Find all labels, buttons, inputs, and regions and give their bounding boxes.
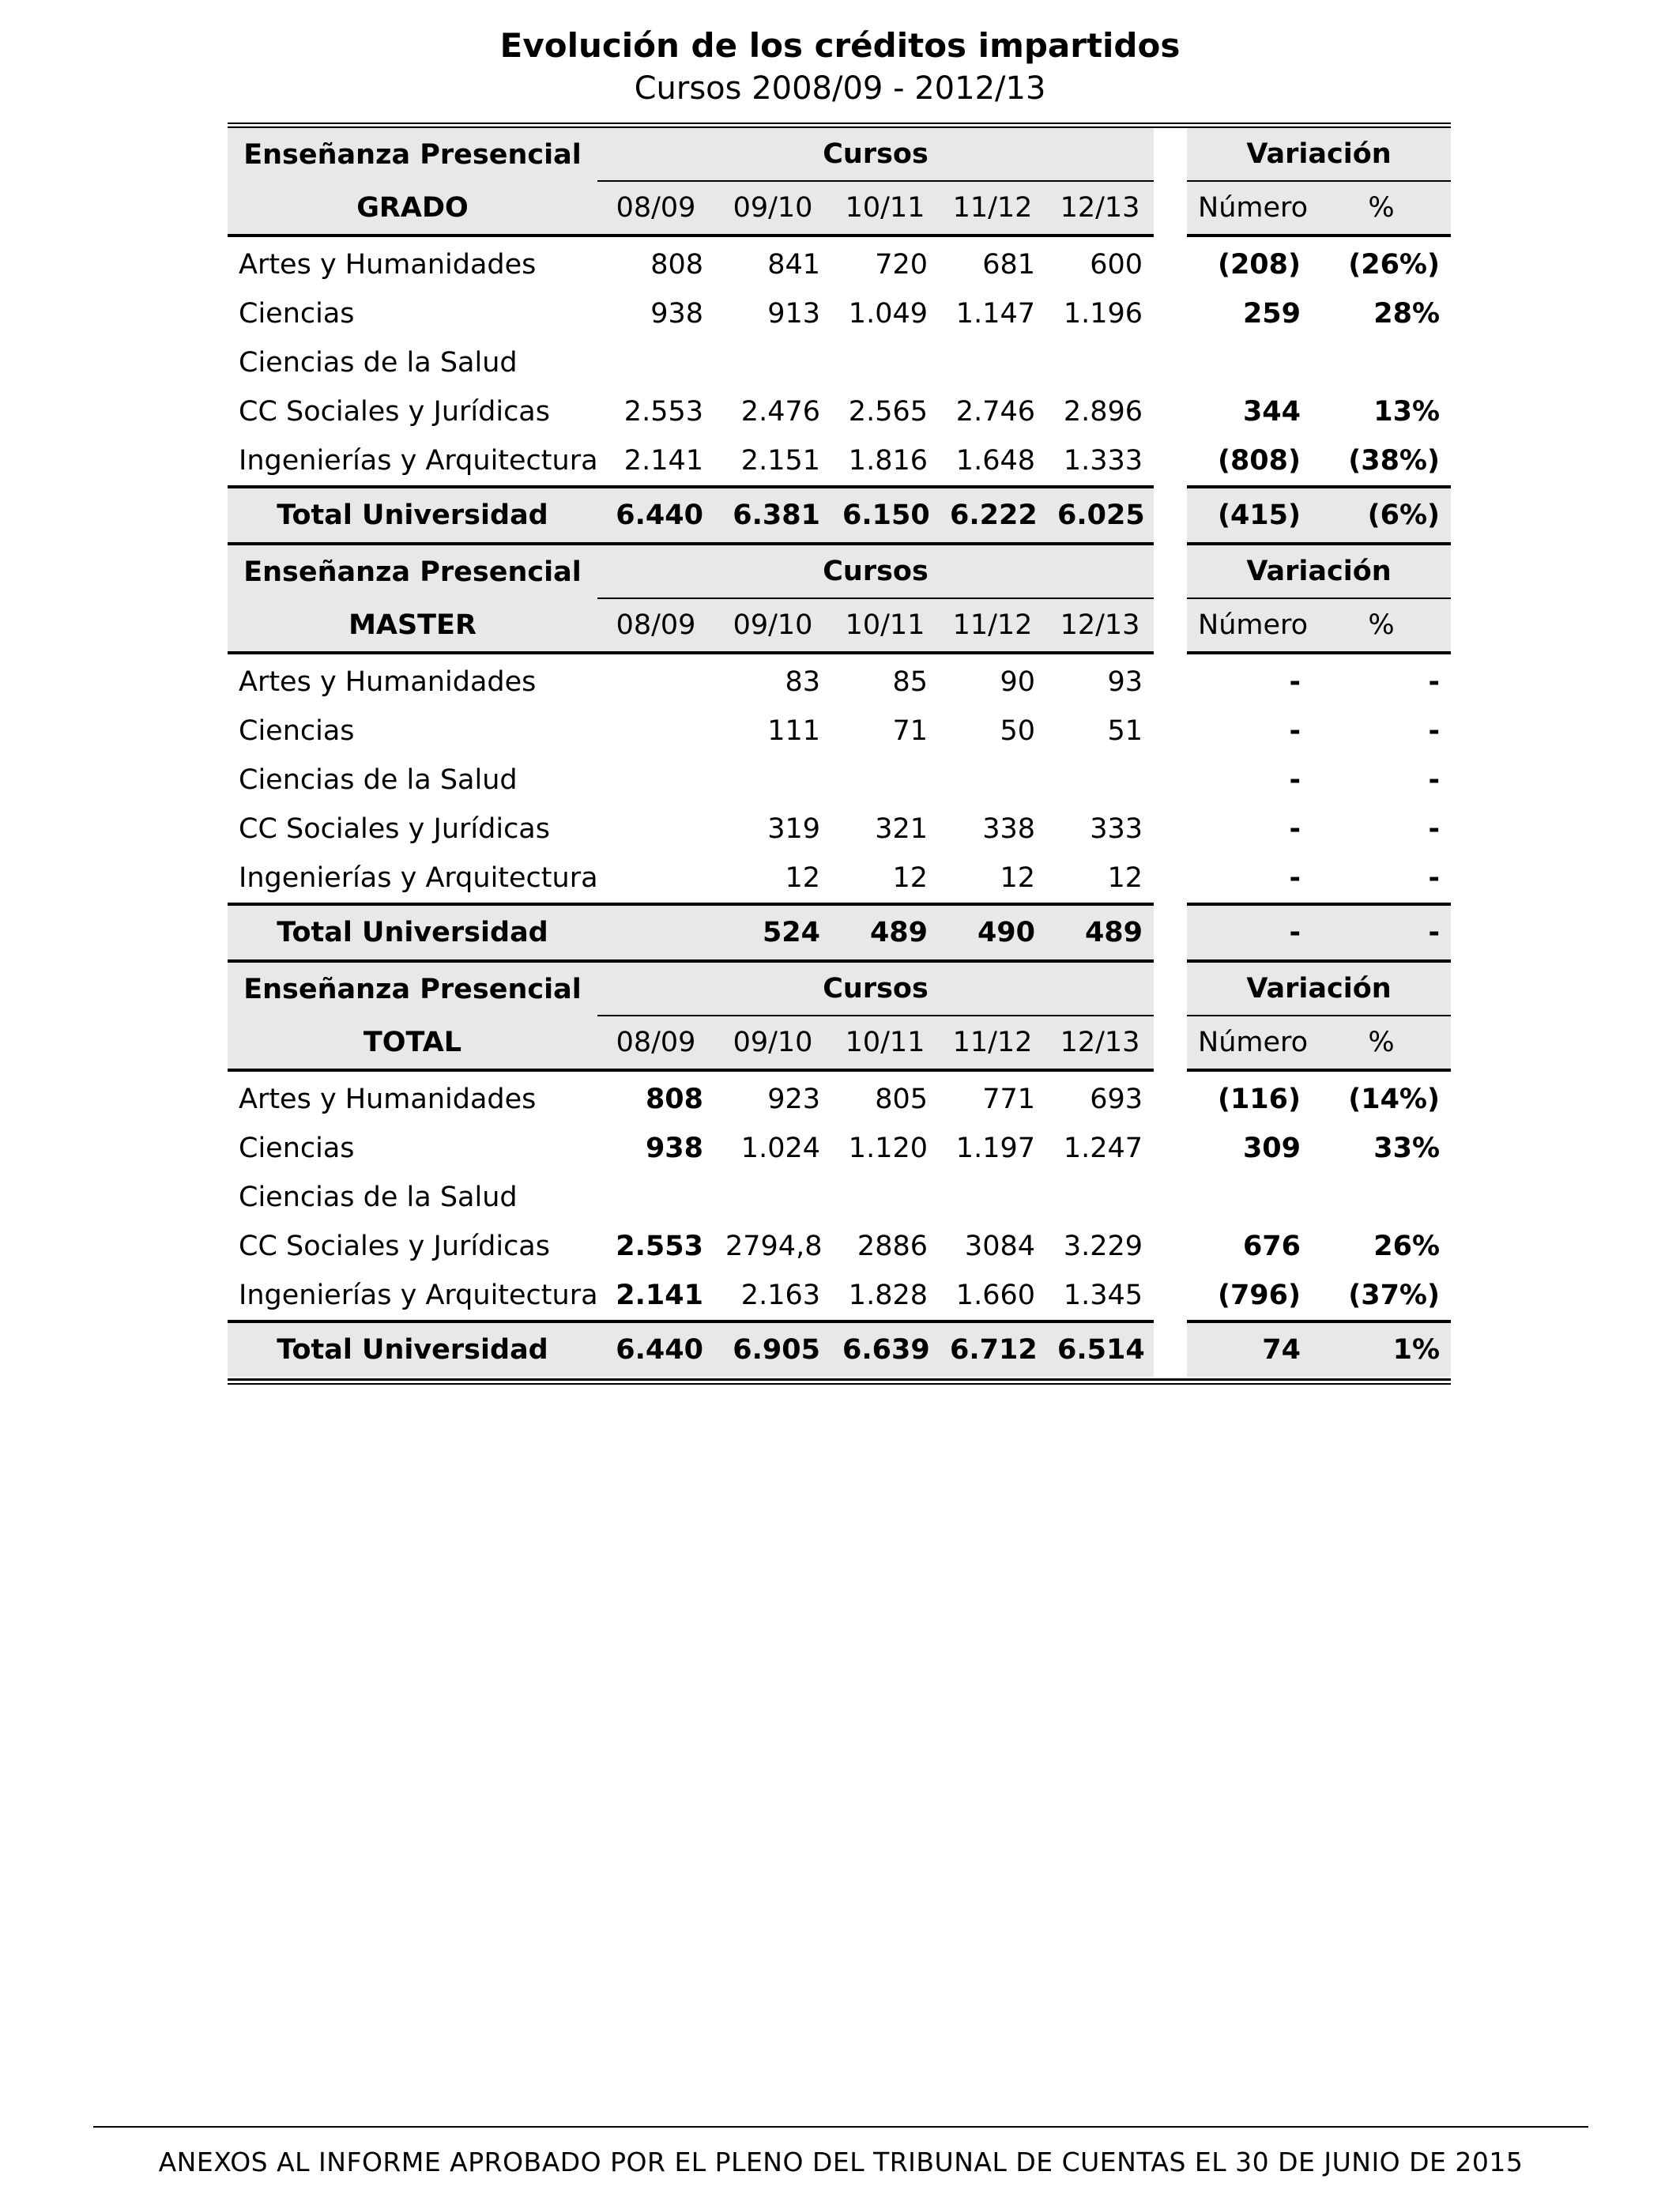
- variation-number: [1187, 1173, 1312, 1222]
- cell-value: [597, 707, 714, 756]
- year-header: 11/12: [939, 598, 1046, 653]
- pct-header: %: [1312, 1016, 1451, 1070]
- variation-percent: [1312, 338, 1451, 387]
- cell-value: [597, 756, 714, 805]
- cell-value: [597, 1173, 714, 1222]
- cell-value: 12: [785, 862, 820, 894]
- column-gap: [1154, 436, 1187, 487]
- cell-value: [597, 805, 714, 854]
- cell-value: [831, 756, 939, 805]
- cell-value: 2.141: [623, 445, 703, 477]
- total-value: 6.639: [831, 1321, 939, 1377]
- variation-percent: 33%: [1373, 1133, 1441, 1164]
- row-label: Ciencias: [239, 1133, 355, 1164]
- total-variation-percent: 1%: [1312, 1321, 1451, 1377]
- year-header: 08/09: [597, 181, 714, 236]
- table-body: [228, 128, 1451, 1377]
- footer-text: ANEXOS AL INFORME APROBADO POR EL PLENO DEL TRIBUNAL DE CUENTAS EL 30 DE JUNIO DE 2015: [158, 2147, 1524, 2177]
- year-header: 10/11: [831, 598, 939, 653]
- column-gap: [1154, 756, 1187, 805]
- cell-value: 808: [645, 1084, 703, 1115]
- cell-value: 923: [767, 1084, 820, 1115]
- variation-number: -: [1289, 715, 1301, 747]
- year-header: 12/13: [1046, 181, 1154, 236]
- title-block: [0, 24, 1680, 109]
- cell-value: 3084: [964, 1231, 1035, 1262]
- section-name: TOTAL: [228, 1016, 597, 1070]
- cell-value: 333: [1090, 813, 1143, 845]
- total-value: [597, 904, 714, 961]
- cell-value: 2886: [857, 1231, 928, 1262]
- cell-value: 2.141: [616, 1280, 703, 1311]
- total-value: 6.440: [597, 487, 714, 544]
- cell-value: 2.151: [740, 445, 820, 477]
- total-value: 490: [939, 904, 1046, 961]
- column-gap: [1154, 289, 1187, 338]
- cell-value: 2794,8: [725, 1231, 823, 1262]
- total-value: 6.514: [1046, 1321, 1154, 1377]
- variation-number: -: [1289, 666, 1301, 698]
- column-gap: [1154, 1070, 1187, 1124]
- cell-value: 841: [767, 249, 820, 281]
- column-gap: [1154, 387, 1187, 436]
- variacion-header: Variación: [1187, 961, 1451, 1016]
- cell-value: 1.049: [848, 298, 928, 330]
- column-gap: [1154, 544, 1187, 598]
- cell-value: 600: [1090, 249, 1143, 281]
- variation-number: [1187, 338, 1312, 387]
- group-header: Enseñanza Presencial: [228, 544, 597, 598]
- cell-value: 12: [892, 862, 928, 894]
- row-label: CC Sociales y Jurídicas: [239, 813, 550, 845]
- cell-value: [1046, 338, 1154, 387]
- row-label: Artes y Humanidades: [239, 249, 537, 281]
- row-label: Ingenierías y Arquitectura: [239, 1280, 598, 1311]
- column-gap: [1154, 1271, 1187, 1321]
- total-value: 489: [831, 904, 939, 961]
- group-header: Enseñanza Presencial: [228, 128, 597, 181]
- table-bottom-rule: [228, 1378, 1451, 1381]
- cell-value: 50: [1000, 715, 1035, 747]
- cell-value: 2.896: [1063, 396, 1143, 428]
- column-gap: [1154, 854, 1187, 904]
- column-gap: [1154, 338, 1187, 387]
- cell-value: 338: [982, 813, 1035, 845]
- variation-percent: (38%): [1348, 445, 1441, 477]
- numero-header: Número: [1187, 1016, 1312, 1070]
- table-row: [228, 338, 1451, 387]
- cell-value: [597, 854, 714, 904]
- column-gap: [1154, 1321, 1187, 1377]
- cell-value: 85: [892, 666, 928, 698]
- cell-value: [1046, 756, 1154, 805]
- column-gap: [1154, 128, 1187, 181]
- cell-value: [597, 338, 714, 387]
- group-header: Enseñanza Presencial: [228, 961, 597, 1016]
- cell-value: 1.120: [848, 1133, 928, 1164]
- cell-value: 1.828: [848, 1280, 928, 1311]
- variation-percent: -: [1428, 666, 1441, 698]
- column-gap: [1154, 961, 1187, 1016]
- section-subheader-row: [228, 598, 1451, 653]
- table-row: [228, 1271, 1451, 1321]
- variation-number: (116): [1217, 1084, 1301, 1115]
- column-gap: [1154, 1173, 1187, 1222]
- column-gap: [1154, 181, 1187, 236]
- cell-value: [939, 338, 1046, 387]
- cell-value: 51: [1107, 715, 1143, 747]
- total-row: [228, 904, 1451, 961]
- total-value: 6.440: [597, 1321, 714, 1377]
- table-row: [228, 289, 1451, 338]
- cell-value: 1.660: [955, 1280, 1035, 1311]
- table-row: [228, 1222, 1451, 1271]
- variation-number: -: [1289, 862, 1301, 894]
- cell-value: 1.333: [1063, 445, 1143, 477]
- variation-percent: (26%): [1348, 249, 1441, 281]
- total-variation-percent: (6%): [1312, 487, 1451, 544]
- row-label: Ciencias de la Salud: [239, 764, 518, 796]
- column-gap: [1154, 487, 1187, 544]
- table-row: [228, 707, 1451, 756]
- variation-number: -: [1289, 813, 1301, 845]
- variation-number: 344: [1242, 396, 1301, 428]
- variation-percent: -: [1428, 764, 1441, 796]
- total-value: 6.381: [714, 487, 831, 544]
- total-value: 6.905: [714, 1321, 831, 1377]
- numero-header: Número: [1187, 598, 1312, 653]
- row-label: Ciencias de la Salud: [239, 1182, 518, 1213]
- table-row: [228, 236, 1451, 289]
- variation-number: -: [1289, 764, 1301, 796]
- variation-percent: [1312, 1173, 1451, 1222]
- total-variation-number: -: [1187, 904, 1312, 961]
- cell-value: 2.553: [616, 1231, 703, 1262]
- total-label: Total Universidad: [228, 904, 597, 961]
- cell-value: 321: [875, 813, 928, 845]
- total-value: 6.150: [831, 487, 939, 544]
- cell-value: 83: [785, 666, 820, 698]
- row-label: Ciencias: [239, 715, 355, 747]
- variation-percent: (14%): [1348, 1084, 1441, 1115]
- variation-percent: -: [1428, 813, 1441, 845]
- cursos-header: Cursos: [597, 961, 1154, 1016]
- column-gap: [1154, 1016, 1187, 1070]
- column-gap: [1154, 236, 1187, 289]
- variacion-header: Variación: [1187, 544, 1451, 598]
- cell-value: 1.197: [955, 1133, 1035, 1164]
- cell-value: [939, 1173, 1046, 1222]
- cell-value: 3.229: [1063, 1231, 1143, 1262]
- cell-value: 90: [1000, 666, 1035, 698]
- pct-header: %: [1312, 181, 1451, 236]
- cell-value: 938: [650, 298, 703, 330]
- page-title: Evolución de los créditos impartidos: [499, 26, 1181, 65]
- total-label: Total Universidad: [228, 487, 597, 544]
- total-value: 489: [1046, 904, 1154, 961]
- table-row: [228, 1124, 1451, 1173]
- cell-value: 1.147: [955, 298, 1035, 330]
- cell-value: 808: [650, 249, 703, 281]
- variation-number: 259: [1242, 298, 1301, 330]
- year-header: 12/13: [1046, 1016, 1154, 1070]
- cell-value: 805: [875, 1084, 928, 1115]
- table-row: [228, 756, 1451, 805]
- page-subtitle: Cursos 2008/09 - 2012/13: [634, 70, 1046, 107]
- column-gap: [1154, 805, 1187, 854]
- cell-value: 93: [1107, 666, 1143, 698]
- cell-value: 2.565: [848, 396, 928, 428]
- cell-value: [939, 756, 1046, 805]
- section-subheader-row: [228, 181, 1451, 236]
- variation-percent: 13%: [1373, 396, 1441, 428]
- cell-value: [714, 338, 831, 387]
- variation-percent: (37%): [1348, 1280, 1441, 1311]
- year-header: 09/10: [714, 181, 831, 236]
- cell-value: 319: [767, 813, 820, 845]
- cell-value: 71: [892, 715, 928, 747]
- cell-value: [831, 1173, 939, 1222]
- cell-value: 913: [767, 298, 820, 330]
- row-label: Artes y Humanidades: [239, 666, 537, 698]
- cell-value: [831, 338, 939, 387]
- row-label: Ciencias de la Salud: [239, 347, 518, 379]
- table-row: [228, 854, 1451, 904]
- section-header-row: [228, 128, 1451, 181]
- cell-value: 2.163: [740, 1280, 820, 1311]
- cell-value: 1.024: [740, 1133, 820, 1164]
- total-value: 6.712: [939, 1321, 1046, 1377]
- column-gap: [1154, 1124, 1187, 1173]
- variation-number: (208): [1217, 249, 1301, 281]
- total-value: 6.222: [939, 487, 1046, 544]
- variation-percent: 26%: [1373, 1231, 1441, 1262]
- pct-header: %: [1312, 598, 1451, 653]
- row-label: Ingenierías y Arquitectura: [239, 862, 598, 894]
- table-row: [228, 805, 1451, 854]
- column-gap: [1154, 904, 1187, 961]
- credits-table: [228, 128, 1451, 1377]
- cell-value: [714, 1173, 831, 1222]
- cell-value: 1.196: [1063, 298, 1143, 330]
- row-label: Ciencias: [239, 298, 355, 330]
- table-row: [228, 1070, 1451, 1124]
- cell-value: 1.648: [955, 445, 1035, 477]
- section-header-row: [228, 544, 1451, 598]
- year-header: 12/13: [1046, 598, 1154, 653]
- cell-value: 681: [982, 249, 1035, 281]
- cell-value: 1.247: [1063, 1133, 1143, 1164]
- footer-rule: [93, 2126, 1588, 2128]
- cursos-header: Cursos: [597, 128, 1154, 181]
- table-row: [228, 436, 1451, 487]
- section-name: MASTER: [228, 598, 597, 653]
- year-header: 09/10: [714, 1016, 831, 1070]
- numero-header: Número: [1187, 181, 1312, 236]
- variacion-header: Variación: [1187, 128, 1451, 181]
- variation-percent: 28%: [1373, 298, 1441, 330]
- year-header: 08/09: [597, 1016, 714, 1070]
- cell-value: 938: [645, 1133, 703, 1164]
- variation-percent: -: [1428, 715, 1441, 747]
- row-label: Artes y Humanidades: [239, 1084, 537, 1115]
- total-value: 524: [714, 904, 831, 961]
- cell-value: 1.345: [1063, 1280, 1143, 1311]
- cell-value: 12: [1000, 862, 1035, 894]
- variation-number: 309: [1242, 1133, 1301, 1164]
- variation-number: (796): [1217, 1280, 1301, 1311]
- cursos-header: Cursos: [597, 544, 1154, 598]
- table-row: [228, 387, 1451, 436]
- cell-value: 111: [767, 715, 820, 747]
- year-header: 08/09: [597, 598, 714, 653]
- cell-value: [1046, 1173, 1154, 1222]
- cell-value: 771: [982, 1084, 1035, 1115]
- cell-value: 720: [875, 249, 928, 281]
- variation-number: (808): [1217, 445, 1301, 477]
- total-row: [228, 1321, 1451, 1377]
- total-variation-number: 74: [1187, 1321, 1312, 1377]
- cell-value: 2.746: [955, 396, 1035, 428]
- section-subheader-row: [228, 1016, 1451, 1070]
- cell-value: [597, 653, 714, 707]
- section-header-row: [228, 961, 1451, 1016]
- total-label: Total Universidad: [228, 1321, 597, 1377]
- column-gap: [1154, 598, 1187, 653]
- table-row: [228, 653, 1451, 707]
- cell-value: 2.553: [623, 396, 703, 428]
- variation-number: 676: [1242, 1231, 1301, 1262]
- total-value: 6.025: [1046, 487, 1154, 544]
- section-name: GRADO: [228, 181, 597, 236]
- cell-value: 2.476: [740, 396, 820, 428]
- row-label: CC Sociales y Jurídicas: [239, 1231, 550, 1262]
- credits-table-wrapper: [228, 123, 1451, 1385]
- year-header: 11/12: [939, 181, 1046, 236]
- variation-percent: -: [1428, 862, 1441, 894]
- table-row: [228, 1173, 1451, 1222]
- table-bottom-rule-2: [228, 1383, 1451, 1385]
- total-variation-percent: -: [1312, 904, 1451, 961]
- year-header: 10/11: [831, 181, 939, 236]
- cell-value: 693: [1090, 1084, 1143, 1115]
- column-gap: [1154, 707, 1187, 756]
- table-top-rule: [228, 123, 1451, 125]
- column-gap: [1154, 653, 1187, 707]
- row-label: Ingenierías y Arquitectura: [239, 445, 598, 477]
- total-variation-number: (415): [1187, 487, 1312, 544]
- cell-value: 12: [1107, 862, 1143, 894]
- year-header: 11/12: [939, 1016, 1046, 1070]
- row-label: CC Sociales y Jurídicas: [239, 396, 550, 428]
- cell-value: 1.816: [848, 445, 928, 477]
- column-gap: [1154, 1222, 1187, 1271]
- total-row: [228, 487, 1451, 544]
- cell-value: [714, 756, 831, 805]
- year-header: 10/11: [831, 1016, 939, 1070]
- year-header: 09/10: [714, 598, 831, 653]
